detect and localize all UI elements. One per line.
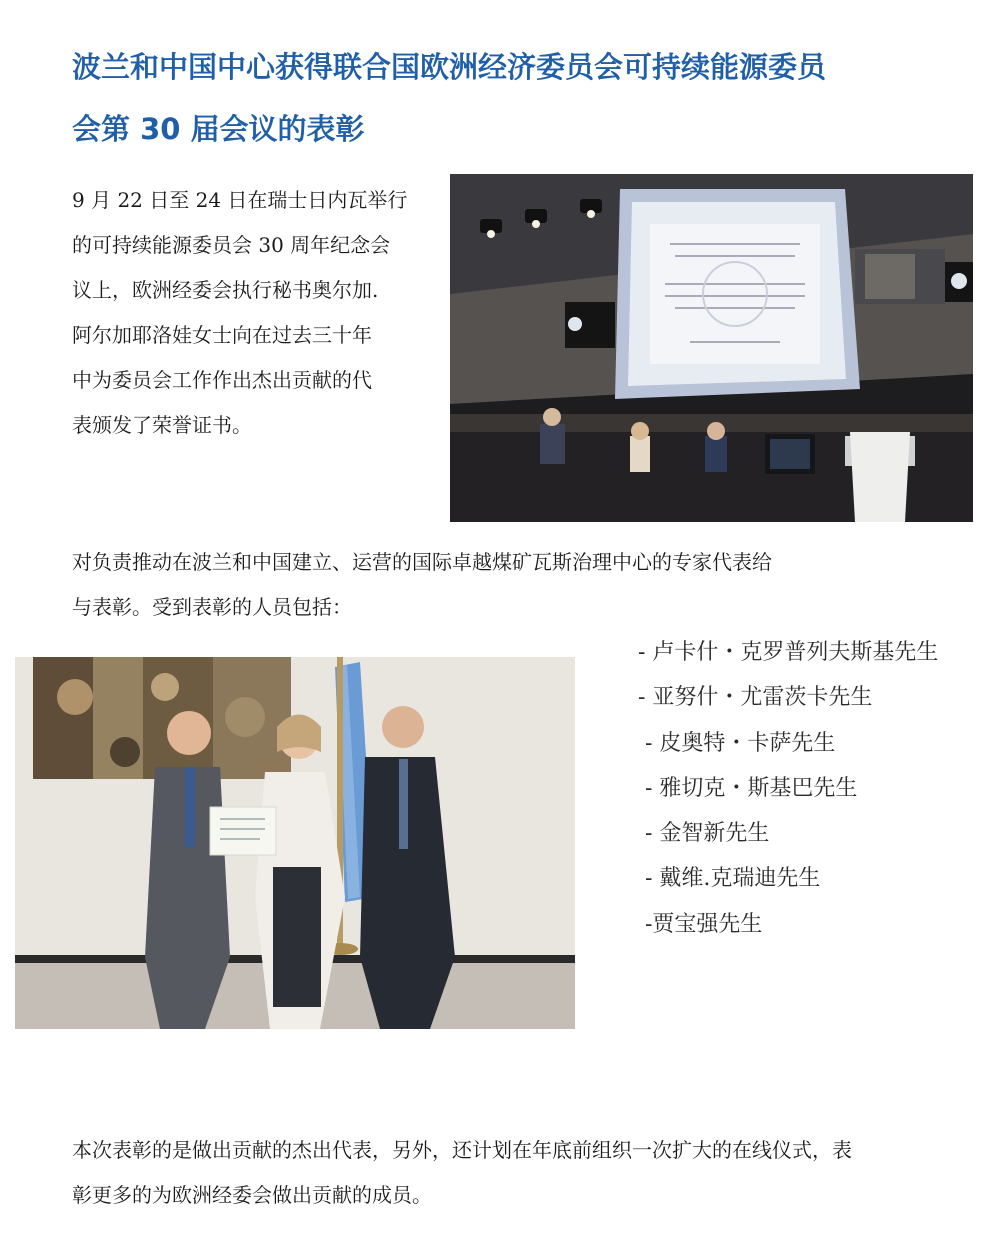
text-line: 议上，欧洲经委会执行秘书奥尔加. [72, 278, 379, 302]
text-line: 对负责推动在波兰和中国建立、运营的国际卓越煤矿瓦斯治理中心的专家代表给 [72, 550, 772, 574]
list-item: - 金智新先生 [638, 821, 770, 847]
honor-paragraph [72, 540, 972, 630]
text-line: 与表彰。受到表彰的人员包括： [72, 595, 352, 619]
text-line: 阿尔加耶洛娃女士向在过去三十年 [72, 323, 372, 347]
text-line: 表颁发了荣誉证书。 [72, 413, 252, 437]
list-item: - 皮奥特・卡萨先生 [638, 730, 836, 756]
text-line: 本次表彰的是做出贡献的杰出代表，另外，还计划在年底前组织一次扩大的在线仪式，表 [72, 1138, 852, 1162]
list-item: - 亚努什・尤雷茨卡先生 [638, 685, 873, 711]
honoree-list [638, 630, 938, 947]
list-item: -贾宝强先生 [638, 911, 763, 937]
page-title [72, 36, 952, 160]
conference-photo [450, 174, 973, 522]
text-line: 中为委员会工作作出杰出贡献的代 [72, 368, 372, 392]
list-item: - 戴维.克瑞迪先生 [638, 866, 821, 892]
title-line-1: 波兰和中国中心获得联合国欧洲经济委员会可持续能源委员 [72, 50, 827, 84]
text-line: 彰更多的为欧洲经委会做出贡献的成员。 [72, 1183, 432, 1207]
list-item: - 雅切克・斯基巴先生 [638, 775, 858, 801]
closing-paragraph [72, 1128, 992, 1218]
text-line: 9 月 22 日至 24 日在瑞士日内瓦举行 [72, 188, 408, 212]
text-line: 的可持续能源委员会 30 周年纪念会 [72, 233, 391, 257]
list-item: - 卢卡什・克罗普列夫斯基先生 [638, 640, 939, 665]
title-line-2: 会第 30 届会议的表彰 [72, 112, 365, 146]
intro-paragraph [72, 178, 440, 448]
award-photo [15, 657, 575, 1029]
